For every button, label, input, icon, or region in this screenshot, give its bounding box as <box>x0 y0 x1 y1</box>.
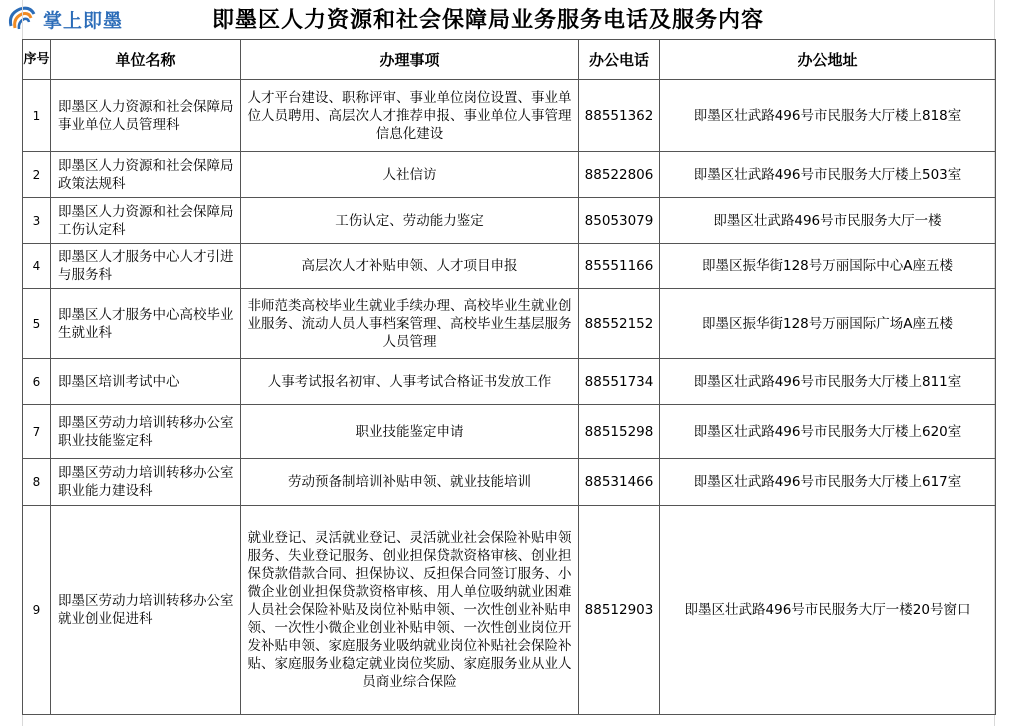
service-matters: 人社信访 <box>241 152 579 198</box>
column-header-matters: 办理事项 <box>241 40 579 80</box>
service-table <box>22 39 996 715</box>
office-address: 即墨区壮武路496号市民服务大厅楼上620室 <box>660 405 996 459</box>
office-address: 即墨区壮武路496号市民服务大厅楼上617室 <box>660 459 996 506</box>
unit-name: 即墨区人力资源和社会保障局政策法规科 <box>51 152 241 198</box>
column-header-phone: 办公电话 <box>579 40 660 80</box>
service-matters: 职业技能鉴定申请 <box>241 405 579 459</box>
row-number: 1 <box>23 80 51 152</box>
table-header-row <box>23 40 996 80</box>
office-phone: 88512903 <box>579 506 660 715</box>
table-row <box>23 80 996 152</box>
row-number: 4 <box>23 244 51 289</box>
service-matters: 高层次人才补贴申领、人才项目申报 <box>241 244 579 289</box>
row-number: 3 <box>23 198 51 244</box>
unit-name: 即墨区人力资源和社会保障局事业单位人员管理科 <box>51 80 241 152</box>
unit-name: 即墨区人力资源和社会保障局工伤认定科 <box>51 198 241 244</box>
service-matters: 人才平台建设、职称评审、事业单位岗位设置、事业单位人员聘用、高层次人才推荐申报、事业单位人事管理信息化建设 <box>241 80 579 152</box>
page-title: 即墨区人力资源和社会保障局业务服务电话及服务内容 <box>212 8 765 33</box>
unit-name: 即墨区劳动力培训转移办公室就业创业促进科 <box>51 506 241 715</box>
service-matters: 就业登记、灵活就业登记、灵活就业社会保险补贴申领服务、失业登记服务、创业担保贷款资格审核、创业担保贷款借款合同、担保协议、反担保合同签订服务、小微企业创业担保贷款资格审核、用人单位吸纳就业困难人员社会保险补贴及岗位补贴申领、一次性创业补贴申领、一次性小微企业创业补贴申领、一次性创业岗位开发补贴申领、家庭服务业吸纳就业岗位补贴社会保险补贴、家庭服务业稳定就业岗位奖励、家庭服务业从业人员商业综合保险 <box>241 506 579 715</box>
column-header-address: 办公地址 <box>660 40 996 80</box>
logo-text: 掌上即墨 <box>43 9 124 32</box>
row-number: 2 <box>23 152 51 198</box>
column-header-unit: 单位名称 <box>51 40 241 80</box>
unit-name: 即墨区劳动力培训转移办公室职业技能鉴定科 <box>51 405 241 459</box>
column-header-no: 序号 <box>23 40 51 80</box>
office-phone: 88515298 <box>579 405 660 459</box>
office-phone: 85551166 <box>579 244 660 289</box>
service-matters: 工伤认定、劳动能力鉴定 <box>241 198 579 244</box>
table-row <box>23 244 996 289</box>
service-matters: 劳动预备制培训补贴申领、就业技能培训 <box>241 459 579 506</box>
unit-name: 即墨区人才服务中心人才引进与服务科 <box>51 244 241 289</box>
row-number: 9 <box>23 506 51 715</box>
table-row <box>23 405 996 459</box>
row-number: 6 <box>23 359 51 405</box>
unit-name: 即墨区劳动力培训转移办公室职业能力建设科 <box>51 459 241 506</box>
table-row <box>23 289 996 359</box>
office-phone: 88552152 <box>579 289 660 359</box>
office-address: 即墨区壮武路496号市民服务大厅楼上503室 <box>660 152 996 198</box>
office-phone: 88551734 <box>579 359 660 405</box>
office-phone: 88522806 <box>579 152 660 198</box>
office-address: 即墨区壮武路496号市民服务大厅一楼 <box>660 198 996 244</box>
table-row <box>23 459 996 506</box>
service-matters: 非师范类高校毕业生就业手续办理、高校毕业生就业创业服务、流动人员人事档案管理、高校毕业生基层服务人员管理 <box>241 289 579 359</box>
row-number: 7 <box>23 405 51 459</box>
row-number: 8 <box>23 459 51 506</box>
service-matters: 人事考试报名初审、人事考试合格证书发放工作 <box>241 359 579 405</box>
app-logo <box>6 4 123 34</box>
logo-swirl-icon <box>6 4 40 34</box>
row-number: 5 <box>23 289 51 359</box>
table-row <box>23 359 996 405</box>
office-address: 即墨区振华街128号万丽国际广场A座五楼 <box>660 289 996 359</box>
table-row <box>23 152 996 198</box>
office-address: 即墨区壮武路496号市民服务大厅楼上811室 <box>660 359 996 405</box>
office-phone: 88531466 <box>579 459 660 506</box>
unit-name: 即墨区人才服务中心高校毕业生就业科 <box>51 289 241 359</box>
office-phone: 88551362 <box>579 80 660 152</box>
table-row <box>23 506 996 715</box>
office-address: 即墨区振华街128号万丽国际中心A座五楼 <box>660 244 996 289</box>
office-address: 即墨区壮武路496号市民服务大厅一楼20号窗口 <box>660 506 996 715</box>
table-row <box>23 198 996 244</box>
office-phone: 85053079 <box>579 198 660 244</box>
unit-name: 即墨区培训考试中心 <box>51 359 241 405</box>
office-address: 即墨区壮武路496号市民服务大厅楼上818室 <box>660 80 996 152</box>
header <box>0 0 1014 38</box>
